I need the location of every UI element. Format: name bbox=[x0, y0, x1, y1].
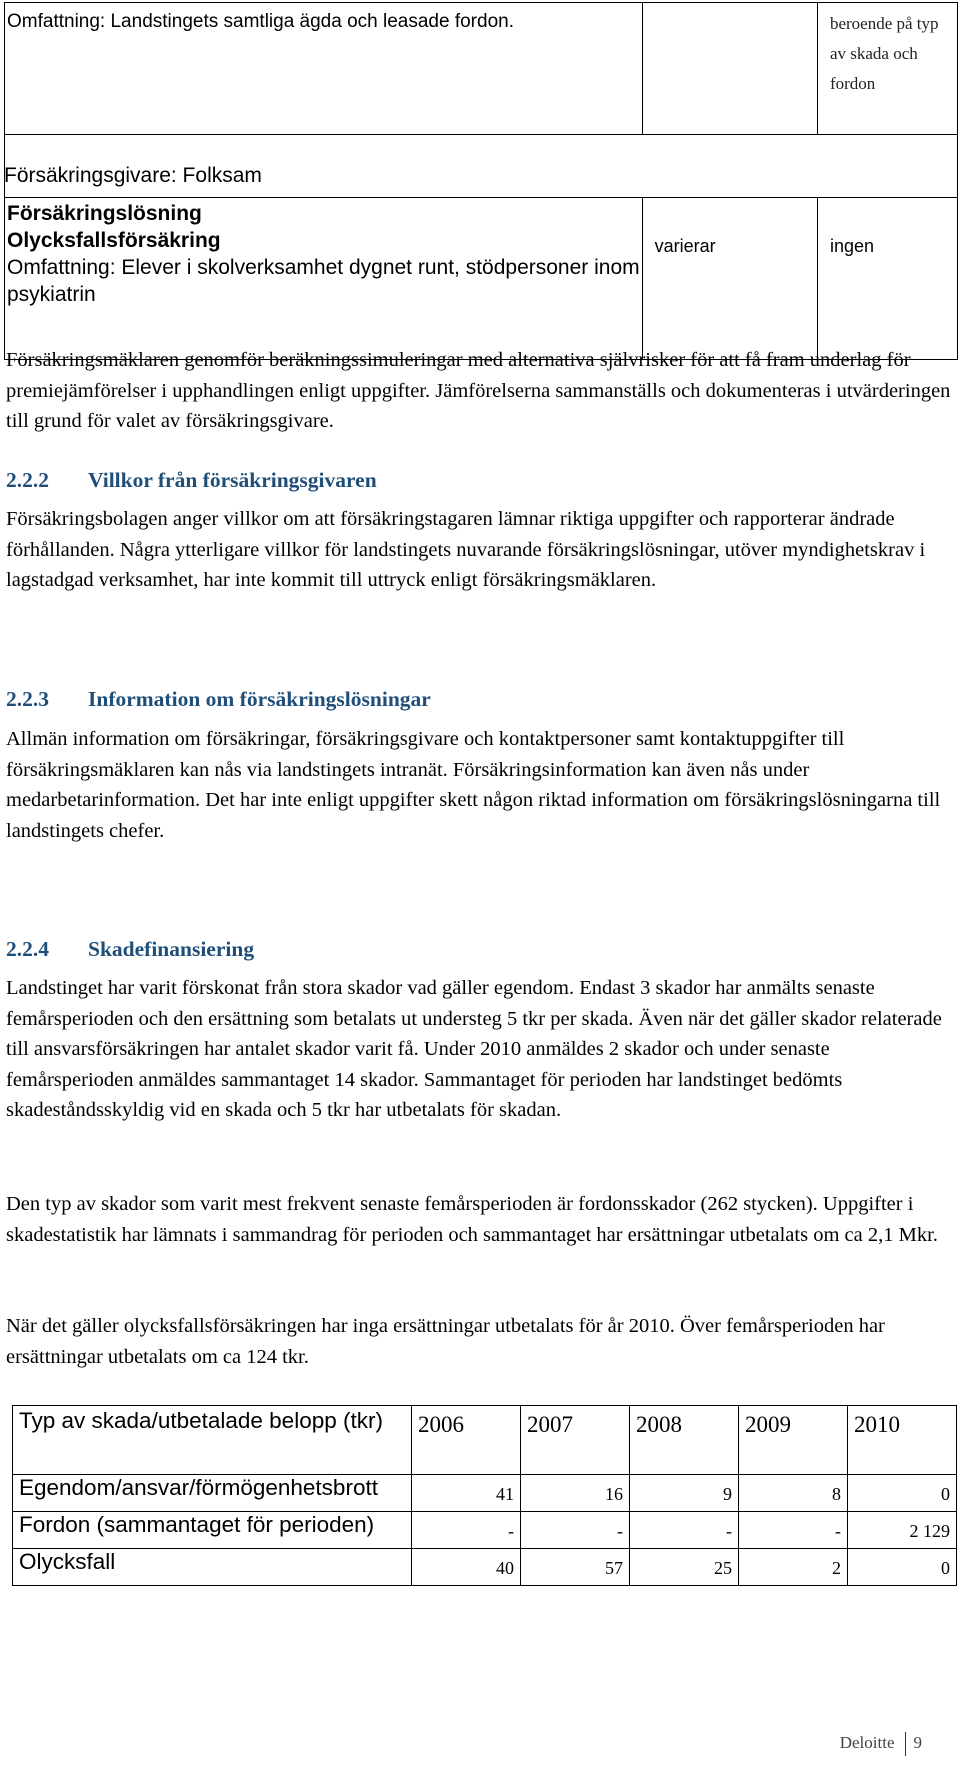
footer-brand: Deloitte bbox=[839, 1732, 895, 1752]
cell-value: - bbox=[412, 1512, 521, 1549]
cell-value: - bbox=[521, 1512, 630, 1549]
cell-value: 16 bbox=[521, 1475, 630, 1512]
table-row bbox=[13, 1475, 957, 1512]
section-paragraph: Allmän information om försäkringar, försäkringsgivare och kontaktpersoner samt kontaktuppgifter till försäkringsmäklaren kan nås via landstingets intranät. Försäkringsinformation kan även nås under medarbetarinformation. Det har inte enligt uppgifter skett någon riktad information om försäkringslösningarna till landstingets chefer. bbox=[6, 728, 941, 842]
section-paragraph: Försäkringsbolagen anger villkor om att försäkringstagaren lämnar riktiga uppgifter och rapporterar ändrade förhållanden. Några ytterligare villkor för landstingets nuvarande försäkringslösningar, utöver myndighetskrav i lagstadgad verksamhet, har inte kommit till uttryck enligt försäkringsmäklaren. bbox=[6, 508, 926, 591]
cell-value: 8 bbox=[739, 1475, 848, 1512]
section-heading bbox=[6, 687, 431, 712]
section-number: 2.2.2 bbox=[6, 468, 49, 492]
year-header: 2007 bbox=[521, 1406, 630, 1475]
cell-value: 0 bbox=[848, 1549, 957, 1586]
row-label: Egendom/ansvar/förmögenhetsbrott bbox=[13, 1475, 412, 1512]
cell-value: 25 bbox=[630, 1549, 739, 1586]
deductible-depends-cell: beroende på typ av skada och fordon bbox=[817, 3, 957, 135]
vehicle-scope-cell: Omfattning: Landstingets samtliga ägda och leasade fordon. bbox=[5, 3, 643, 135]
empty-cell bbox=[642, 3, 817, 135]
section-number: 2.2.3 bbox=[6, 687, 49, 711]
section-title: Skadefinansiering bbox=[88, 937, 255, 961]
section-paragraph: Landstinget har varit förskonat från stora skador vad gäller egendom. Endast 3 skador har anmälts senaste femårsperioden och den ersättning som betalats ut understeg 5 tkr per skada. Även när det gäller skador relaterade till ansvarsförsäkringen har antalet skador varit få. Under 2010 anmäldes 2 skador och under senaste femårsperioden anmäldes sammantaget 14 skador. Sammantaget för perioden har landstinget bedömts skadeståndsskyldig vid en skada och 5 tkr har utbetalats för skadan. bbox=[6, 977, 942, 1121]
cell-value: 0 bbox=[848, 1475, 957, 1512]
row-label: Olycksfall bbox=[13, 1549, 412, 1586]
year-header: 2010 bbox=[848, 1406, 957, 1475]
year-header: 2009 bbox=[739, 1406, 848, 1475]
accident-scope: Omfattning: Elever i skolverksamhet dygnet runt, stödpersoner inom psykiatrin bbox=[7, 256, 640, 306]
cell-value: 40 bbox=[412, 1549, 521, 1586]
deductible-cell: ingen bbox=[817, 198, 957, 360]
page-number: 9 bbox=[913, 1732, 922, 1752]
table-header-label: Typ av skada/utbetalade belopp (tkr) bbox=[13, 1406, 412, 1475]
year-header: 2008 bbox=[630, 1406, 739, 1475]
insurance-provider: Försäkringsgivare: Folksam bbox=[4, 164, 262, 187]
damage-table bbox=[12, 1405, 957, 1586]
cell-value: 41 bbox=[412, 1475, 521, 1512]
cell-value: - bbox=[630, 1512, 739, 1549]
cell-value: 57 bbox=[521, 1549, 630, 1586]
row-label: Fordon (sammantaget för perioden) bbox=[13, 1512, 412, 1549]
section-heading bbox=[6, 468, 377, 493]
section-title: Information om försäkringslösningar bbox=[88, 687, 431, 711]
section-heading bbox=[6, 937, 254, 962]
cell-value: 9 bbox=[630, 1475, 739, 1512]
intro-paragraph: Försäkringsmäklaren genomför beräkningssimuleringar med alternativa självrisker för att få fram underlag för premiejämförelser i upphandlingen enligt uppgifter. Jämförelserna sammanställs och dokumenteras i utvärderingen till grund för valet av försäkringsgivare. bbox=[6, 349, 951, 432]
table-row bbox=[13, 1549, 957, 1586]
footer-divider bbox=[905, 1732, 906, 1756]
table-row bbox=[13, 1512, 957, 1549]
year-header: 2006 bbox=[412, 1406, 521, 1475]
cell-value: 2 129 bbox=[848, 1512, 957, 1549]
premium-cell: varierar bbox=[642, 198, 817, 360]
section-paragraph: Den typ av skador som varit mest frekvent senaste femårsperioden är fordonsskador (262 stycken). Uppgifter i skadestatistik har lämnats i sammandrag för perioden och sammantaget har ersättningar utbetalats om ca 2,1 Mkr. bbox=[6, 1193, 938, 1246]
accident-insurance-cell bbox=[5, 198, 643, 360]
cell-value: 2 bbox=[739, 1549, 848, 1586]
accident-insurance-label: Olycksfallsförsäkring bbox=[7, 229, 221, 252]
solution-label: Försäkringslösning bbox=[7, 202, 202, 225]
section-paragraph: När det gäller olycksfallsförsäkringen har inga ersättningar utbetalats för år 2010. Över femårsperioden har ersättningar utbetalats om ca 124 tkr. bbox=[6, 1315, 885, 1368]
page-footer bbox=[840, 1732, 922, 1756]
section-number: 2.2.4 bbox=[6, 937, 49, 961]
cell-value: - bbox=[739, 1512, 848, 1549]
section-title: Villkor från försäkringsgivaren bbox=[88, 468, 377, 492]
